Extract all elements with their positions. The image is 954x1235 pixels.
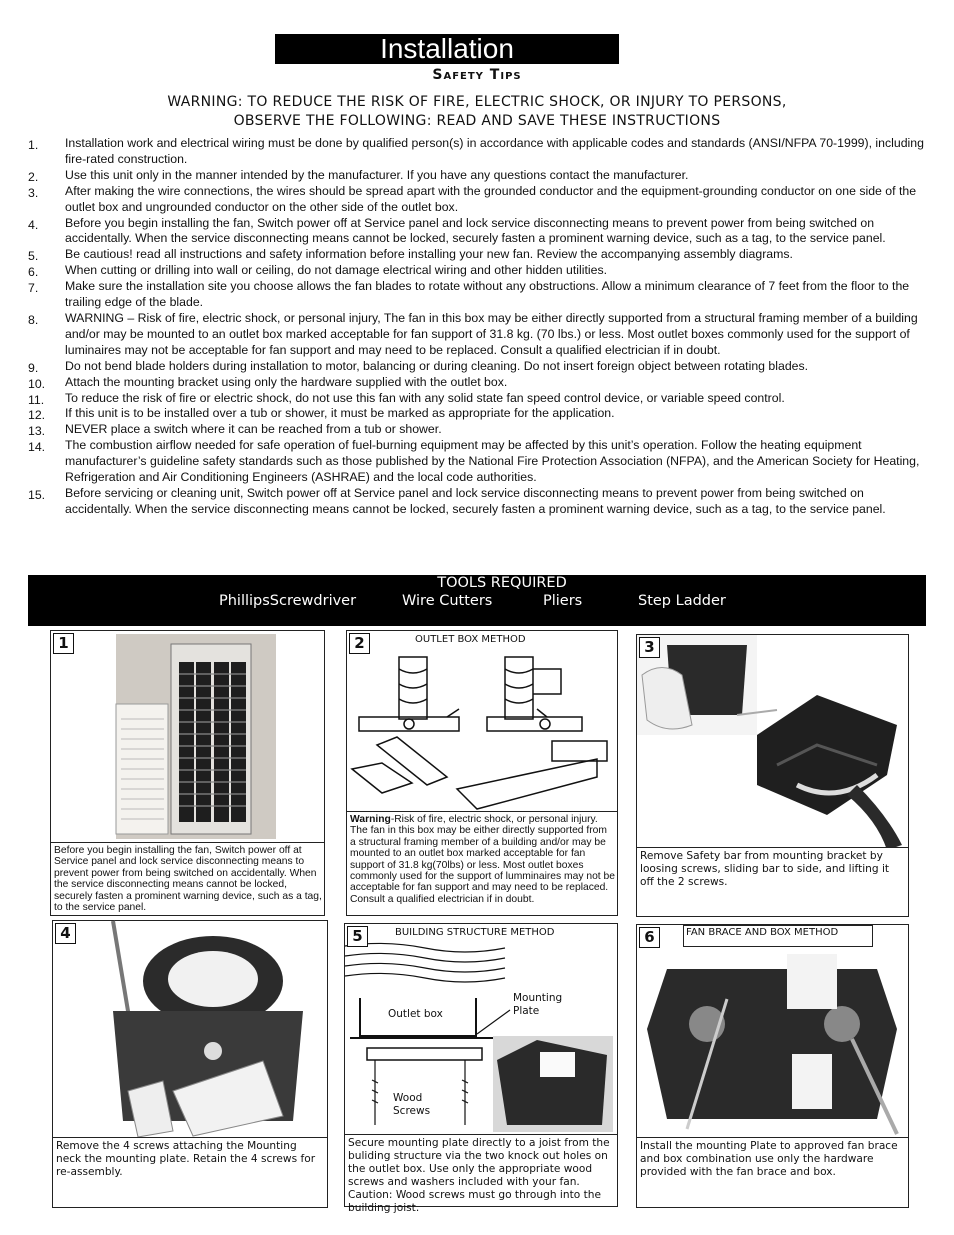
tool-screwdriver: PhillipsScrewdriver bbox=[219, 593, 357, 609]
tool-pliers: Pliers bbox=[543, 593, 583, 609]
page-title: Installation bbox=[275, 34, 619, 64]
tool-wire-cutters: Wire Cutters bbox=[402, 593, 493, 609]
list-item bbox=[28, 247, 928, 263]
list-item bbox=[28, 279, 928, 311]
step-number: 1 bbox=[53, 633, 74, 654]
item-text: Installation work and electrical wiring must be done by qualified person(s) in accordance with applicable codes and standards (ANSI/NFPA 70-1999), including fire-rated construction. bbox=[65, 136, 924, 166]
list-item bbox=[28, 216, 928, 248]
item-number: 15. bbox=[28, 487, 46, 502]
list-item bbox=[28, 438, 928, 486]
tool-step-ladder: Step Ladder bbox=[638, 593, 726, 609]
step-4-panel bbox=[52, 920, 328, 1208]
tools-heading: TOOLS REQUIRED bbox=[437, 575, 567, 591]
item-number: 8. bbox=[28, 312, 39, 327]
step-2-header: OUTLET BOX METHOD bbox=[415, 634, 526, 645]
step-3-caption: Remove Safety bar from mounting bracket by loosing screws, sliding bar to side, and lifting it off the 2 screws. bbox=[637, 847, 908, 916]
item-text: WARNING – Risk of fire, electric shock, or personal injury, The fan in this box may be either directly supported from a structural framing member of a building and/or may be mounted to an outlet box marked acceptable for fan support of 31.8 kg. (70 lbs.) or less. Most outlet boxes commonly used for the support of luminaires may not be acceptable for fan support and may need to be replaced. Consult a qualified electrician if in doubt. bbox=[65, 310, 918, 357]
step-number: 3 bbox=[639, 637, 660, 658]
item-text: Be cautious! read all instructions and safety information before installing your new fan. Review the accompanying assembly diagrams. bbox=[65, 247, 793, 262]
list-item bbox=[28, 359, 928, 375]
outlet-box-label: Outlet box bbox=[388, 1008, 443, 1020]
warning-line-1: WARNING: TO REDUCE THE RISK OF FIRE, ELECTRIC SHOCK, OR INJURY TO PERSONS, bbox=[167, 94, 787, 110]
item-number: 12. bbox=[28, 408, 46, 423]
mounting-neck-photo bbox=[53, 921, 327, 1137]
item-number: 14. bbox=[28, 440, 46, 455]
list-item bbox=[28, 375, 928, 391]
step-1-caption: Before you begin installing the fan, Switch power off at Service panel and lock service disconnecting means to prevent power from being switched on accidentally. When the service disconnecting means cannot be locked, securely fasten a prominent warning device, such as a tag, to the service panel. bbox=[51, 842, 324, 915]
item-number: 5. bbox=[28, 249, 39, 264]
step-2-caption bbox=[347, 811, 617, 915]
step-3-panel bbox=[636, 634, 909, 917]
mounting-plate-label: Mounting Plate bbox=[513, 992, 563, 1017]
item-text: Before servicing or cleaning unit, Switch power off at Service panel and lock service disconnecting means to prevent power from being switched on accidentally. When the service disconnecting means cannot be locked, securely fasten a prominent warning device, such as a tag, to the service panel. bbox=[65, 485, 886, 516]
item-text: When cutting or drilling into wall or ceiling, do not damage electrical wiring and other hidden utilities. bbox=[65, 263, 608, 278]
item-number: 7. bbox=[28, 281, 39, 296]
step-2-caption-text: -Risk of fire, electric shock, or personal injury. The fan in this box may be either directly supported from a structural framing member of a building and/or may be mounted to an outlet box marked acceptable for fan support of 31.8 kg(70lbs) or less. Most outlet boxes commonly used for the support of lumminaires may not be acceptable for fan support and may need to be replaced. Consult a qualified electrician if in doubt. bbox=[350, 814, 615, 905]
list-item bbox=[28, 311, 928, 359]
mounting-bracket-photo bbox=[637, 635, 908, 847]
list-item bbox=[28, 168, 928, 184]
item-number: 11. bbox=[28, 392, 45, 407]
tools-required-bar bbox=[28, 575, 926, 626]
warning-label: Warning bbox=[350, 814, 391, 825]
wood-screws-label: Wood Screws bbox=[393, 1092, 431, 1117]
step-6-panel bbox=[636, 924, 909, 1208]
fan-brace-photo bbox=[637, 949, 908, 1137]
step-5-panel bbox=[344, 923, 618, 1214]
list-item bbox=[28, 263, 928, 279]
step-6-header: FAN BRACE AND BOX METHOD bbox=[683, 925, 873, 947]
item-text: The combustion airflow needed for safe operation of fuel-burning equipment may be affected by this unit’s operation. Follow the heating equipment manufacturer’s guideline safety standards such as those published by the National Fire Protection Association (NFPA), and the American Society for Heating, Refrigeration and Air Conditioning Engineers (ASHRAE) and the local code authorities. bbox=[65, 438, 920, 485]
step-number: 4 bbox=[55, 923, 76, 944]
building-structure-diagram bbox=[345, 940, 617, 1134]
list-item bbox=[28, 391, 928, 407]
step-5-header: BUILDING STRUCTURE METHOD bbox=[395, 927, 555, 938]
item-text: Attach the mounting bracket using only the hardware supplied with the outlet box. bbox=[65, 374, 508, 389]
item-number: 13. bbox=[28, 424, 46, 439]
step-5-caption: Secure mounting plate directly to a joist from the buliding structure via the two knock out holes on the outlet box. Use only the appropriate wood screws and washers included with your fan. Caution: Wood screws must go through into the building joist. bbox=[345, 1134, 617, 1206]
item-number: 4. bbox=[28, 217, 39, 232]
outlet-box-diagram bbox=[347, 649, 617, 811]
list-item bbox=[28, 406, 928, 422]
list-item bbox=[28, 486, 928, 518]
item-number: 2. bbox=[28, 169, 39, 184]
warning-line-2: OBSERVE THE FOLLOWING: READ AND SAVE THESE INSTRUCTIONS bbox=[233, 113, 721, 129]
step-number: 5 bbox=[347, 926, 368, 947]
safety-instructions-list bbox=[28, 136, 928, 518]
item-text: Before you begin installing the fan, Switch power off at Service panel and lock service disconnecting means to prevent power from being switched on accidentally. When the service disconnecting means cannot be locked, securely fasten a prominent warning device, such as a tag, to the service panel. bbox=[65, 215, 886, 246]
item-number: 1. bbox=[28, 138, 39, 152]
breaker-panel-photo bbox=[116, 634, 276, 839]
item-number: 6. bbox=[28, 265, 39, 280]
item-text: Do not bend blade holders during installation to motor, balancing or during cleaning. Do not insert foreign object between rotating blades. bbox=[65, 358, 809, 373]
item-text: If this unit is to be installed over a tub or shower, it must be marked as appropriate for the application. bbox=[65, 406, 615, 421]
item-number: 9. bbox=[28, 360, 39, 375]
list-item bbox=[28, 136, 928, 168]
item-text: After making the wire connections, the wires should be spread apart with the grounded conductor and the equipment-grounding conductor on one side of the outlet box and ungrounded conductor on the other side of the outlet box. bbox=[65, 183, 917, 214]
item-text: To reduce the risk of fire or electric shock, do not use this fan with any solid state fan speed control device, or variable speed control. bbox=[65, 390, 785, 405]
step-1-panel bbox=[50, 630, 325, 916]
section-subtitle: Safety Tips bbox=[432, 67, 522, 83]
list-item bbox=[28, 184, 928, 216]
item-text: Make sure the installation site you choose allows the fan blades to rotate without any obstructions. Allow a minimum clearance of 7 feet from the floor to the trailing edge of the blade. bbox=[65, 279, 910, 310]
step-2-panel bbox=[346, 630, 618, 916]
step-4-caption: Remove the 4 screws attaching the Mounting neck the mounting plate. Retain the 4 screws for re-assembly. bbox=[53, 1137, 327, 1207]
item-text: NEVER place a switch where it can be reached from a tub or shower. bbox=[65, 422, 442, 437]
item-number: 3. bbox=[28, 185, 39, 200]
item-text: Use this unit only in the manner intended by the manufacturer. If you have any questions contact the manufacturer. bbox=[65, 167, 689, 182]
step-number: 6 bbox=[639, 927, 660, 948]
item-number: 10. bbox=[28, 376, 46, 391]
step-number: 2 bbox=[349, 633, 370, 654]
step-6-caption: Install the mounting Plate to approved fan brace and box combination use only the hardware provided with the fan brace and box. bbox=[637, 1137, 908, 1207]
list-item bbox=[28, 422, 928, 438]
